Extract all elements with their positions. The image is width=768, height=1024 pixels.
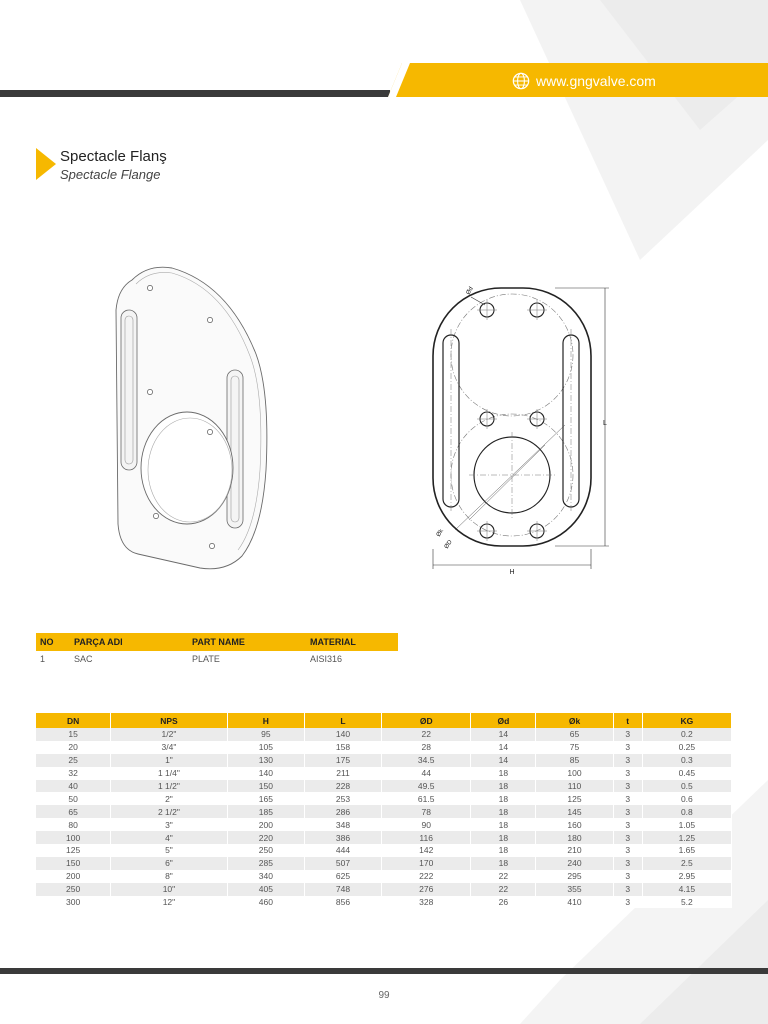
dimensions-cell: 3 [613, 805, 642, 818]
dimensions-cell: 130 [227, 754, 304, 767]
page-number: 99 [378, 990, 390, 1001]
dimensions-cell: 3/4" [111, 741, 228, 754]
dimensions-cell: 15 [36, 728, 111, 741]
dimensions-cell: 625 [304, 870, 381, 883]
dimensions-cell: 110 [536, 780, 613, 793]
dimensions-cell: 2.5 [642, 857, 731, 870]
dimensions-cell: 4" [111, 831, 228, 844]
dimensions-cell: 1.05 [642, 818, 731, 831]
dimensions-cell: 405 [227, 883, 304, 896]
dimensions-cell: 0.5 [642, 780, 731, 793]
footer-rule [0, 968, 768, 974]
parts-header-part-name: PART NAME [188, 633, 306, 651]
dimensions-cell: 22 [471, 883, 536, 896]
dimensions-cell: 200 [36, 870, 111, 883]
dimensions-cell: 100 [36, 831, 111, 844]
dimension-label-d: Ød [465, 286, 475, 296]
website-text: www.gngvalve.com [536, 73, 656, 89]
dimensions-cell: 250 [36, 883, 111, 896]
isometric-drawing [110, 262, 275, 574]
title-main: Spectacle Flanş [60, 148, 167, 165]
dimensions-cell: 14 [471, 728, 536, 741]
dimensions-cell: 65 [536, 728, 613, 741]
dimensions-cell: 18 [471, 780, 536, 793]
dimensions-cell: 444 [304, 844, 381, 857]
dimensions-cell: 0.2 [642, 728, 731, 741]
dimensions-cell: 340 [227, 870, 304, 883]
table-row [36, 741, 732, 754]
parts-header-no: NO [36, 633, 70, 651]
dimensions-cell: 28 [382, 741, 471, 754]
dimensions-cell: 3 [613, 792, 642, 805]
dimensions-cell: 125 [536, 792, 613, 805]
dimensions-cell: 6" [111, 857, 228, 870]
dimensions-cell: 100 [536, 767, 613, 780]
dimensions-cell: 3 [613, 754, 642, 767]
dimensions-cell: 2.95 [642, 870, 731, 883]
table-row [36, 883, 732, 896]
dimensions-cell: 34.5 [382, 754, 471, 767]
dimensions-header-cell: H [227, 713, 304, 728]
dimensions-header-cell: L [304, 713, 381, 728]
dimensions-cell: 286 [304, 805, 381, 818]
website-link[interactable] [512, 70, 656, 92]
dimensions-cell: 220 [227, 831, 304, 844]
dimensions-cell: 18 [471, 792, 536, 805]
dimensions-cell: 140 [227, 767, 304, 780]
dimensions-cell: 210 [536, 844, 613, 857]
dimensions-cell: 50 [36, 792, 111, 805]
dimensions-cell: 18 [471, 844, 536, 857]
table-row [36, 780, 732, 793]
globe-icon [512, 72, 530, 90]
parts-cell: AISI316 [310, 654, 343, 664]
table-row [36, 651, 398, 667]
title-sub: Spectacle Flange [60, 167, 161, 182]
dimensions-cell: 1 1/2" [111, 780, 228, 793]
dimensions-header-cell: ØD [382, 713, 471, 728]
dimensions-cell: 276 [382, 883, 471, 896]
table-row [36, 896, 732, 909]
dimensions-cell: 0.25 [642, 741, 731, 754]
dimensions-cell: 3 [613, 857, 642, 870]
dimensions-cell: 2 1/2" [111, 805, 228, 818]
dimensions-cell: 300 [36, 896, 111, 909]
table-row [36, 844, 732, 857]
dimensions-cell: 386 [304, 831, 381, 844]
dimensions-cell: 856 [304, 896, 381, 909]
dimensions-cell: 61.5 [382, 792, 471, 805]
dimension-label-D: ØD [443, 539, 454, 551]
dimensions-table [36, 713, 732, 908]
dimensions-cell: 185 [227, 805, 304, 818]
dimensions-cell: 3 [613, 831, 642, 844]
dimensions-cell: 170 [382, 857, 471, 870]
dimensions-cell: 211 [304, 767, 381, 780]
technical-drawing [425, 285, 615, 575]
dimensions-cell: 1.25 [642, 831, 731, 844]
dimensions-cell: 3 [613, 896, 642, 909]
parts-cell: SAC [74, 654, 93, 664]
dimensions-cell: 5.2 [642, 896, 731, 909]
dimensions-cell: 49.5 [382, 780, 471, 793]
dimensions-cell: 18 [471, 818, 536, 831]
dimensions-cell: 228 [304, 780, 381, 793]
dimensions-cell: 348 [304, 818, 381, 831]
dimensions-cell: 90 [382, 818, 471, 831]
dimensions-cell: 80 [36, 818, 111, 831]
dimensions-cell: 150 [36, 857, 111, 870]
dimensions-header-cell: KG [642, 713, 731, 728]
dimensions-cell: 250 [227, 844, 304, 857]
dimensions-cell: 1/2" [111, 728, 228, 741]
dimensions-cell: 25 [36, 754, 111, 767]
dimensions-cell: 20 [36, 741, 111, 754]
parts-cell: 1 [40, 654, 46, 664]
dimensions-cell: 158 [304, 741, 381, 754]
dimensions-header-cell: Øk [536, 713, 613, 728]
dimension-label-L: L [603, 420, 607, 427]
table-row [36, 728, 732, 741]
table-row [36, 831, 732, 844]
dimension-label-k: Øk [435, 528, 446, 539]
dimensions-cell: 14 [471, 754, 536, 767]
dimensions-header-cell: t [613, 713, 642, 728]
dimensions-cell: 328 [382, 896, 471, 909]
dimensions-cell: 18 [471, 831, 536, 844]
dimensions-cell: 3 [613, 767, 642, 780]
dimensions-cell: 145 [536, 805, 613, 818]
header-rule [0, 90, 390, 97]
dimensions-cell: 14 [471, 741, 536, 754]
dimensions-cell: 116 [382, 831, 471, 844]
dimensions-cell: 460 [227, 896, 304, 909]
parts-table [36, 633, 398, 667]
dimensions-cell: 3 [613, 728, 642, 741]
dimensions-cell: 507 [304, 857, 381, 870]
dimensions-cell: 12" [111, 896, 228, 909]
dimensions-header-cell: Ød [471, 713, 536, 728]
dimensions-cell: 78 [382, 805, 471, 818]
parts-cell: PLATE [192, 654, 220, 664]
dimensions-cell: 175 [304, 754, 381, 767]
dimensions-cell: 285 [227, 857, 304, 870]
dimensions-cell: 150 [227, 780, 304, 793]
dimensions-cell: 180 [536, 831, 613, 844]
dimensions-cell: 44 [382, 767, 471, 780]
dimensions-cell: 32 [36, 767, 111, 780]
dimensions-cell: 105 [227, 741, 304, 754]
dimensions-cell: 1" [111, 754, 228, 767]
dimensions-cell: 410 [536, 896, 613, 909]
dimensions-cell: 8" [111, 870, 228, 883]
table-row [36, 754, 732, 767]
dimensions-cell: 200 [227, 818, 304, 831]
dimensions-cell: 10" [111, 883, 228, 896]
dimensions-cell: 75 [536, 741, 613, 754]
dimensions-cell: 160 [536, 818, 613, 831]
dimensions-cell: 140 [304, 728, 381, 741]
dimensions-cell: 3 [613, 883, 642, 896]
dimensions-cell: 3 [613, 844, 642, 857]
table-row [36, 805, 732, 818]
dimensions-cell: 165 [227, 792, 304, 805]
dimensions-cell: 3 [613, 741, 642, 754]
dimensions-cell: 4.15 [642, 883, 731, 896]
table-row [36, 818, 732, 831]
dimensions-cell: 748 [304, 883, 381, 896]
dimensions-cell: 3" [111, 818, 228, 831]
dimensions-cell: 65 [36, 805, 111, 818]
dimensions-cell: 3 [613, 818, 642, 831]
dimensions-header-cell: DN [36, 713, 111, 728]
dimensions-cell: 1 1/4" [111, 767, 228, 780]
dimensions-cell: 3 [613, 870, 642, 883]
dimensions-cell: 295 [536, 870, 613, 883]
table-row [36, 792, 732, 805]
parts-header-material: MATERIAL [306, 633, 398, 651]
dimensions-cell: 18 [471, 767, 536, 780]
dimensions-cell: 3 [613, 780, 642, 793]
dimensions-cell: 253 [304, 792, 381, 805]
title-arrow-icon [36, 148, 56, 180]
dimensions-cell: 0.8 [642, 805, 731, 818]
table-row [36, 767, 732, 780]
dimensions-cell: 1.65 [642, 844, 731, 857]
dimensions-cell: 0.45 [642, 767, 731, 780]
dimensions-cell: 22 [471, 870, 536, 883]
dimensions-cell: 26 [471, 896, 536, 909]
dimensions-cell: 22 [382, 728, 471, 741]
table-row [36, 870, 732, 883]
dimensions-cell: 40 [36, 780, 111, 793]
dimensions-cell: 18 [471, 805, 536, 818]
dimensions-cell: 2" [111, 792, 228, 805]
dimensions-header-row [36, 713, 732, 728]
table-row [36, 857, 732, 870]
dimensions-cell: 18 [471, 857, 536, 870]
parts-header-parca-adi: PARÇA ADI [70, 633, 188, 651]
dimensions-cell: 0.6 [642, 792, 731, 805]
dimensions-cell: 240 [536, 857, 613, 870]
dimensions-cell: 222 [382, 870, 471, 883]
dimensions-cell: 125 [36, 844, 111, 857]
dimensions-cell: 5" [111, 844, 228, 857]
dimensions-header-cell: NPS [111, 713, 228, 728]
dimensions-cell: 85 [536, 754, 613, 767]
dimensions-cell: 142 [382, 844, 471, 857]
dimension-label-H: H [509, 569, 515, 575]
dimensions-cell: 95 [227, 728, 304, 741]
dimensions-cell: 0.3 [642, 754, 731, 767]
dimensions-cell: 355 [536, 883, 613, 896]
